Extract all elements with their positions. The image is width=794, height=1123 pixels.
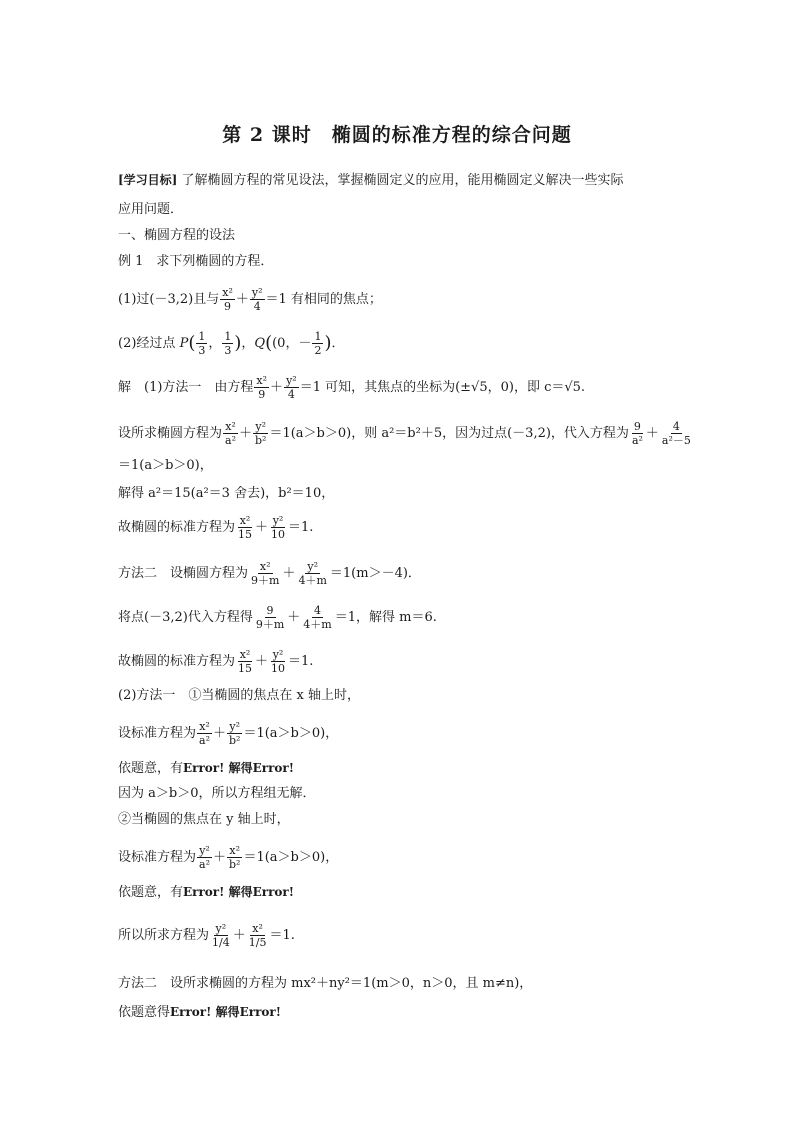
solution-line-6: 方法二 设椭圆方程为 $\frac{\text{x²}}{9+m}$ ＋ $\frac{\text{y²}}{4+m}$ ＝1(m＞－4)． <box>118 560 421 587</box>
fraction-numerator: 4 <box>314 604 321 617</box>
solution-line-12: 因为 a＞b＞0，所以方程组无解． <box>118 786 316 801</box>
fraction <box>660 420 693 447</box>
fraction-denominator: 9 <box>224 300 232 313</box>
fraction <box>284 374 299 401</box>
fraction-denominator: a² <box>225 434 236 447</box>
solution-line-1: 解 (1)方法一 由方程 $\frac{\text{x²}}{9}$ ＋ $\frac{\text{y²}}{4}$ ＝1 可知，其焦点的坐标为(±√5，0)，即 c＝√5. <box>118 374 586 401</box>
fraction <box>236 514 254 541</box>
fraction-denominator: a²－5 <box>661 434 691 447</box>
fraction-denominator: 15 <box>238 662 253 675</box>
fraction-denominator: 1/4 <box>212 936 230 949</box>
solution-line-14: 设标准方程为 $\frac{\text{y²}}{\text{a²}}$ ＋ $\frac{\text{x²}}{\text{b²}}$ ＝1(a＞b＞0)， <box>118 844 339 871</box>
fraction-denominator: a² <box>199 858 210 871</box>
fraction-numerator: y² <box>251 286 263 299</box>
question-2: (2)经过点 P( $\frac{1}{3}$ ， $\frac{1}{3}$ )，Q((0，－ $\frac{1}{2}$ )． <box>118 330 345 357</box>
solution-line-17: 方法二 设所求椭圆的方程为 mx²＋ny²＝1(m＞0，n＞0，且 m≠n)， <box>118 976 533 991</box>
solution-line-9: (2)方法一 ①当椭圆的焦点在 x 轴上时， <box>118 688 361 703</box>
fraction-numerator: 1 <box>198 330 206 343</box>
solution-line-3: ＝1(a＞b＞0)， <box>118 458 213 473</box>
fraction-numerator: 4 <box>672 420 680 433</box>
fraction-denominator: 1/5 <box>248 936 267 949</box>
fraction-numerator: x² <box>199 720 210 733</box>
fraction <box>210 922 232 949</box>
fraction-denominator: 4＋m <box>298 574 327 587</box>
solution-line-18: 依题意得Error! 解得Error! <box>118 1005 281 1020</box>
fraction <box>236 648 254 675</box>
fraction-numerator: y² <box>229 720 241 733</box>
fraction-numerator: 9 <box>633 420 641 433</box>
fraction-denominator: a² <box>631 434 643 447</box>
fraction-numerator: y² <box>286 374 297 387</box>
fraction-denominator: 9＋m <box>255 618 285 631</box>
fraction-numerator: 9 <box>266 604 274 617</box>
fraction <box>254 604 286 631</box>
fraction <box>227 720 242 747</box>
fraction-numerator: y² <box>215 922 227 935</box>
fraction-denominator: 4 <box>253 300 261 313</box>
fraction-numerator: x² <box>239 514 251 527</box>
fraction-numerator: x² <box>259 560 271 573</box>
solution-line-5: 故椭圆的标准方程为 $\frac{\text{x²}}{15}$ ＋ $\frac{\text{y²}}{10}$ ＝1. <box>118 514 314 541</box>
fraction-denominator: 9＋m <box>251 574 280 587</box>
fraction-numerator: y² <box>272 514 284 527</box>
page-title: 第 2 课时 椭圆的标准方程的综合问题 <box>222 124 572 146</box>
fraction <box>249 560 281 587</box>
fraction-denominator: 10 <box>271 528 286 541</box>
fraction-denominator: 3 <box>198 344 206 357</box>
fraction-denominator: 15 <box>238 528 253 541</box>
fraction-numerator: y² <box>255 420 267 433</box>
question-1: (1)过(－3,2)且与 $\frac{\text{x²}}{9}$ ＋ $\frac{\text{y²}}{4}$ ＝1 有相同的焦点； <box>118 286 382 313</box>
fraction <box>220 286 235 313</box>
solution-line-13: ②当椭圆的焦点在 y 轴上时， <box>118 812 290 827</box>
solution-line-10: 设标准方程为 $\frac{\text{x²}}{\text{a²}}$ ＋ $\frac{\text{y²}}{\text{b²}}$ ＝1(a＞b＞0)， <box>118 720 339 747</box>
fraction <box>247 922 269 949</box>
fraction-denominator: 10 <box>271 662 286 675</box>
fraction <box>312 330 323 357</box>
objective-text-2: 应用问题． <box>118 202 184 217</box>
fraction-denominator: b² <box>229 734 241 747</box>
fraction-numerator: 1 <box>224 330 232 343</box>
fraction-numerator: y² <box>199 844 210 857</box>
fraction-numerator: x² <box>229 844 241 857</box>
fraction-numerator: x² <box>239 648 251 661</box>
fraction-denominator: a² <box>199 734 210 747</box>
fraction <box>301 604 333 631</box>
learning-objective <box>118 170 624 191</box>
fraction <box>197 844 212 871</box>
fraction <box>269 514 287 541</box>
fraction-numerator: x² <box>256 374 268 387</box>
solution-line-16: 所以所求方程为 $\frac{\text{y²}}{1/4}$ ＋ $\frac{\text{x²}}{1/5}$ ＝1. <box>118 922 295 949</box>
fraction-denominator: 4＋m <box>303 618 332 631</box>
q1-text: (1)过(－3,2)且与 <box>118 292 220 307</box>
fraction <box>253 420 268 447</box>
fraction-denominator: b² <box>229 858 241 871</box>
fraction-numerator: x² <box>252 922 263 935</box>
fraction <box>630 420 645 447</box>
fraction-numerator: y² <box>307 560 318 573</box>
fraction <box>196 330 207 357</box>
fraction <box>227 844 242 871</box>
example-heading: 例 1 求下列椭圆的方程． <box>118 254 274 269</box>
fraction-numerator: x² <box>222 286 233 299</box>
fraction <box>254 374 269 401</box>
objective-label: [学习目标] <box>118 173 178 187</box>
objective-text-1: 了解椭圆方程的常见设法，掌握椭圆定义的应用，能用椭圆定义解决一些实际 <box>181 173 624 188</box>
solution-line-15: 依题意，有Error! 解得Error! <box>118 885 294 900</box>
fraction <box>197 720 212 747</box>
solution-line-2: 设所求椭圆方程为 $\frac{\text{x²}}{\text{a²}}$ ＋ $\frac{\text{y²}}{\text{b²}}$ ＝1(a＞b＞0)，则 a²＝b²＋5，因为过点(－3,2)，代入方程为 $\frac{9}{\text{a²}}$ ＋ $\frac{4}{\text{a²－5}}$ <box>118 420 691 447</box>
solution-line-8: 故椭圆的标准方程为 $\frac{\text{x²}}{15}$ ＋ $\frac{\text{y²}}{10}$ ＝1. <box>118 648 314 675</box>
solution-line-4: 解得 a²＝15(a²＝3 舍去)，b²＝10， <box>118 486 335 501</box>
fraction <box>296 560 328 587</box>
fraction <box>222 330 233 357</box>
fraction <box>250 286 265 313</box>
fraction <box>269 648 287 675</box>
section-heading: 一、椭圆方程的设法 <box>118 228 236 243</box>
solution-line-11: 依题意，有Error! 解得Error! <box>118 761 294 776</box>
fraction-numerator: 1 <box>314 330 322 343</box>
fraction-denominator: 2 <box>314 344 322 357</box>
fraction-denominator: 4 <box>287 388 295 401</box>
solution-line-7: 将点(－3,2)代入方程得 $\frac{9}{9+m}$ ＋ $\frac{4}{4+m}$ ＝1，解得 m＝6. <box>118 604 437 631</box>
fraction-denominator: 3 <box>224 344 232 357</box>
fraction-denominator: b² <box>255 434 267 447</box>
fraction-numerator: x² <box>225 420 236 433</box>
fraction-numerator: y² <box>272 648 284 661</box>
fraction-denominator: 9 <box>258 388 266 401</box>
fraction <box>223 420 238 447</box>
